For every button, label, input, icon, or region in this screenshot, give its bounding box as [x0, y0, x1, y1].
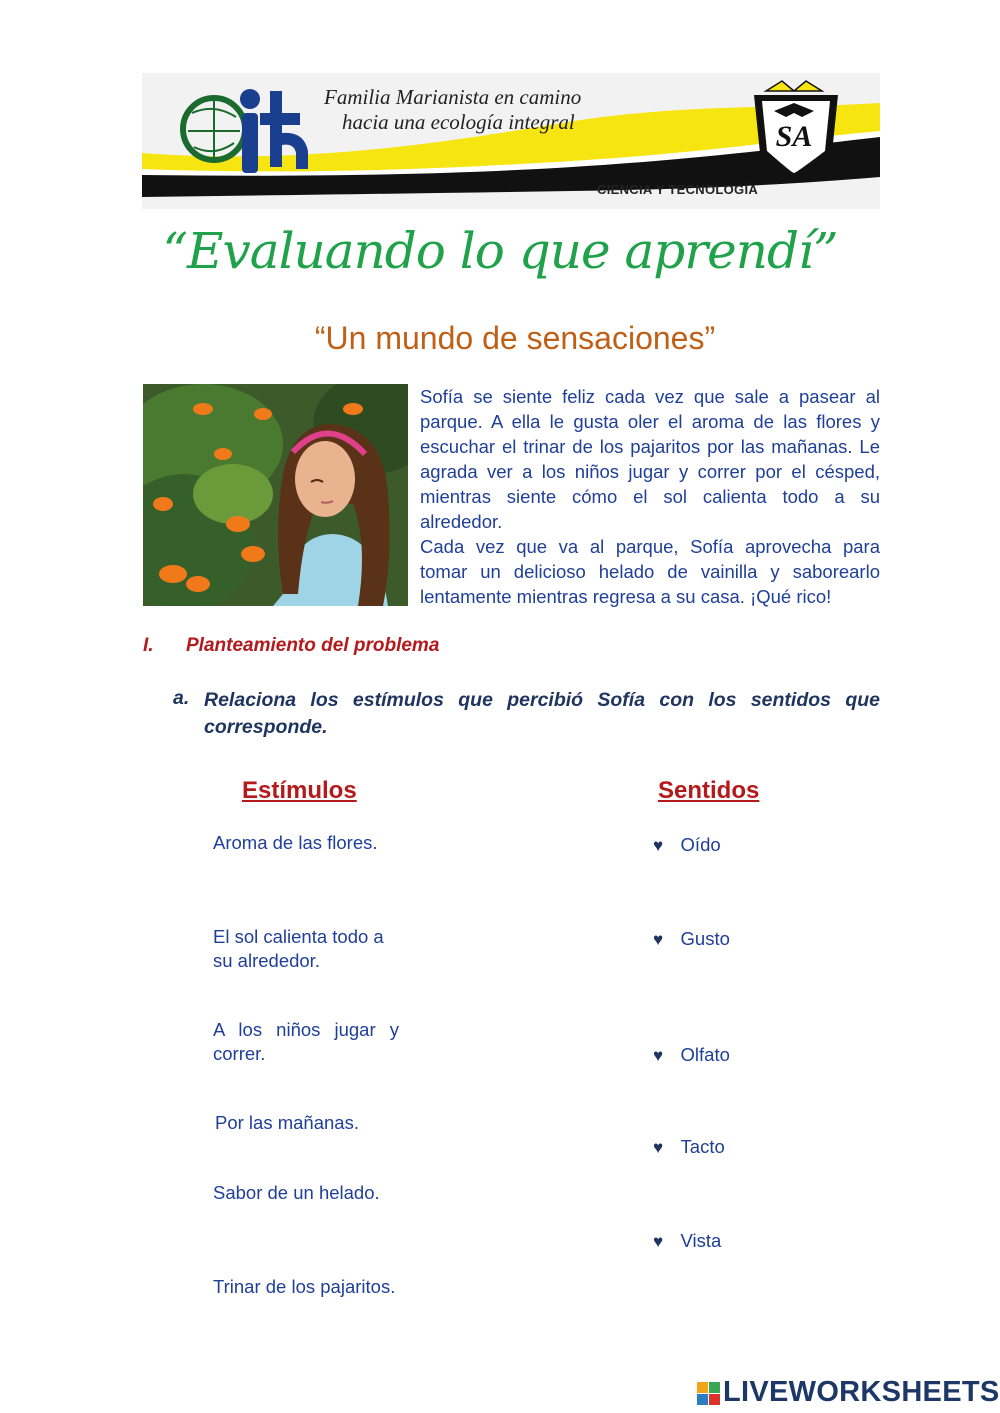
- sense-item[interactable]: [653, 1136, 725, 1158]
- stimulus-item[interactable]: Trinar de los pajaritos.: [213, 1276, 396, 1297]
- banner-title-line1: Familia Marianista en camino: [324, 85, 582, 109]
- stimulus-item[interactable]: A los niños jugar y correr.: [213, 1019, 399, 1064]
- sense-item[interactable]: [653, 834, 721, 856]
- stimulus-item[interactable]: El sol calienta todo a su alrededor.: [213, 926, 384, 971]
- banner-title-line2: hacia una ecología integral: [342, 110, 575, 134]
- section-number: I.: [143, 635, 154, 656]
- sense-label: Gusto: [680, 928, 730, 949]
- story-paragraph-1: Sofía se siente feliz cada vez que sale a pasear al parque. A ella le gusta oler el aroma de las flores y escuchar el trinar de los pajaritos por las mañanas. Le agrada ver a los niños jugar y correr por el césped, mientras siente cómo el sol calienta todo a su alrededor.: [420, 386, 880, 532]
- heart-bullet-icon: ♥: [653, 1046, 664, 1065]
- sense-item[interactable]: [653, 928, 730, 950]
- header-banner: [142, 73, 880, 209]
- banner-subject: CIENCIA Y TECNOLOGÍA: [597, 182, 759, 197]
- sense-item[interactable]: [653, 1230, 721, 1252]
- section-title: Planteamiento del problema: [186, 635, 440, 656]
- heart-bullet-icon: ♥: [653, 930, 664, 949]
- heart-bullet-icon: ♥: [653, 1138, 664, 1157]
- stimulus-item[interactable]: Aroma de las flores.: [213, 832, 378, 853]
- stimuli-heading: Estímulos: [242, 777, 357, 804]
- question-text: Relaciona los estímulos que percibió Sofía con los sentidos que corresponde.: [204, 689, 880, 738]
- stimulus-item[interactable]: Sabor de un helado.: [213, 1182, 380, 1203]
- sense-item[interactable]: [653, 1044, 730, 1066]
- liveworksheets-logo-icon: [697, 1382, 721, 1406]
- sense-label: Tacto: [680, 1136, 725, 1157]
- heart-bullet-icon: ♥: [653, 1232, 664, 1251]
- page-subtitle: “Un mundo de sensaciones”: [314, 320, 716, 356]
- sense-label: Vista: [680, 1230, 722, 1251]
- story-text: [420, 384, 880, 609]
- question-letter: a.: [173, 687, 190, 709]
- stimulus-item[interactable]: Por las mañanas.: [215, 1112, 359, 1133]
- sense-label: Olfato: [680, 1044, 730, 1065]
- senses-heading: Sentidos: [658, 777, 760, 804]
- story-paragraph-2: Cada vez que va al parque, Sofía aprovecha para tomar un delicioso helado de vainilla y saborearlo lentamente mientras regresa a su casa. ¡Qué rico!: [420, 536, 880, 607]
- girl-smelling-flowers-photo: [143, 384, 408, 606]
- sense-label: Oído: [680, 834, 721, 855]
- heart-bullet-icon: ♥: [653, 836, 664, 855]
- liveworksheets-brand[interactable]: LIVEWORKSHEETS: [723, 1376, 1000, 1408]
- crest-letters: SA: [775, 120, 813, 153]
- page-title: “Evaluando lo que aprendí”: [162, 222, 838, 280]
